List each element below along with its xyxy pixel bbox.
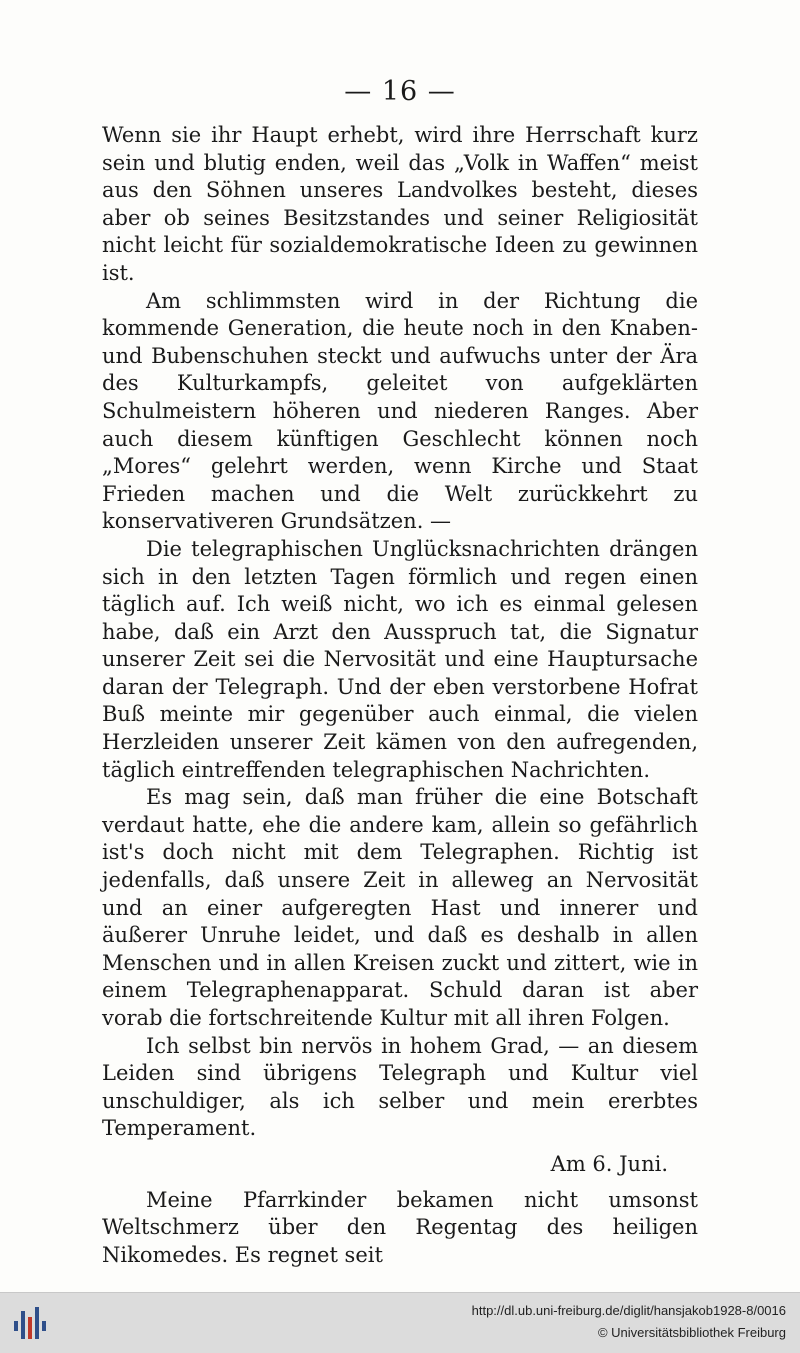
dateline: Am 6. Juni. — [550, 1151, 668, 1176]
paragraph-2: Am schlimmsten wird in der Richtung die kommende Generation, die heute noch in den Knaben- und Bubenschuhen steckt und aufwuchs unter der Ära des Kulturkampfs, geleitet von aufgeklärten Schulmeistern höheren und niederen Ranges. Aber auch diesem künftigen Geschlecht können noch „Mores“ gelehrt werden, wenn Kirche und Staat Frieden machen und die Welt zurückkehrt zu konservativeren Grundsätzen. — — [102, 288, 698, 534]
page-text — [102, 122, 698, 1269]
footer-bar — [0, 1292, 800, 1353]
closing-paragraph: Meine Pfarrkinder bekamen nicht umsonst Weltschmerz über den Regentag des heiligen Nikomedes. Es regnet seit — [102, 1187, 698, 1267]
paragraph-3: Die telegraphischen Unglücksnachrichten drängen sich in den letzten Tagen förmlich und regen einen täglich auf. Ich weiß nicht, wo ich es einmal gelesen habe, daß ein Arzt den Ausspruch tat, die Signatur unserer Zeit sei die Nervosität und eine Hauptursache daran der Telegraph. Und der eben verstorbene Hofrat Buß meinte mir gegenüber auch einmal, die vielen Herzleiden unserer Zeit kämen von den aufregenden, täglich eintreffenden telegraphischen Nachrichten. — [102, 536, 698, 782]
paragraph-4: Es mag sein, daß man früher die eine Botschaft verdaut hatte, ehe die andere kam, allein so gefährlich ist's doch nicht mit dem Telegraphen. Richtig ist jedenfalls, daß unsere Zeit in alleweg an Nervosität und an einer aufgeregten Hast und innerer und äußerer Unruhe leidet, und daß es deshalb in allen Menschen und in allen Kreisen zuckt und zittert, wie in einem Telegraphenapparat. Schuld daran ist aber vorab die fortschreitende Kultur mit all ihren Folgen. — [102, 785, 698, 1030]
paragraph-1: Wenn sie ihr Haupt erhebt, wird ihre Herrschaft kurz sein und blutig enden, weil das „Volk in Waffen“ meist aus den Söhnen unseres Landvolkes besteht, dieses aber ob seines Besitzstandes und seiner Religiosität nicht leicht für sozialdemokratische Ideen zu gewinnen ist. — [102, 123, 698, 285]
page-number: — 16 — — [344, 76, 456, 107]
ub-freiburg-logo-icon — [14, 1307, 48, 1339]
source-url-link[interactable]: http://dl.ub.uni-freiburg.de/diglit/hansjakob1928-8/0016 — [471, 1303, 786, 1318]
copyright-notice: © Universitätsbibliothek Freiburg — [597, 1325, 786, 1340]
paragraph-5: Ich selbst bin nervös in hohem Grad, — an diesem Leiden sind übrigens Telegraph und Kultur viel unschuldiger, als ich selber und mein ererbtes Temperament. — [102, 1033, 698, 1141]
